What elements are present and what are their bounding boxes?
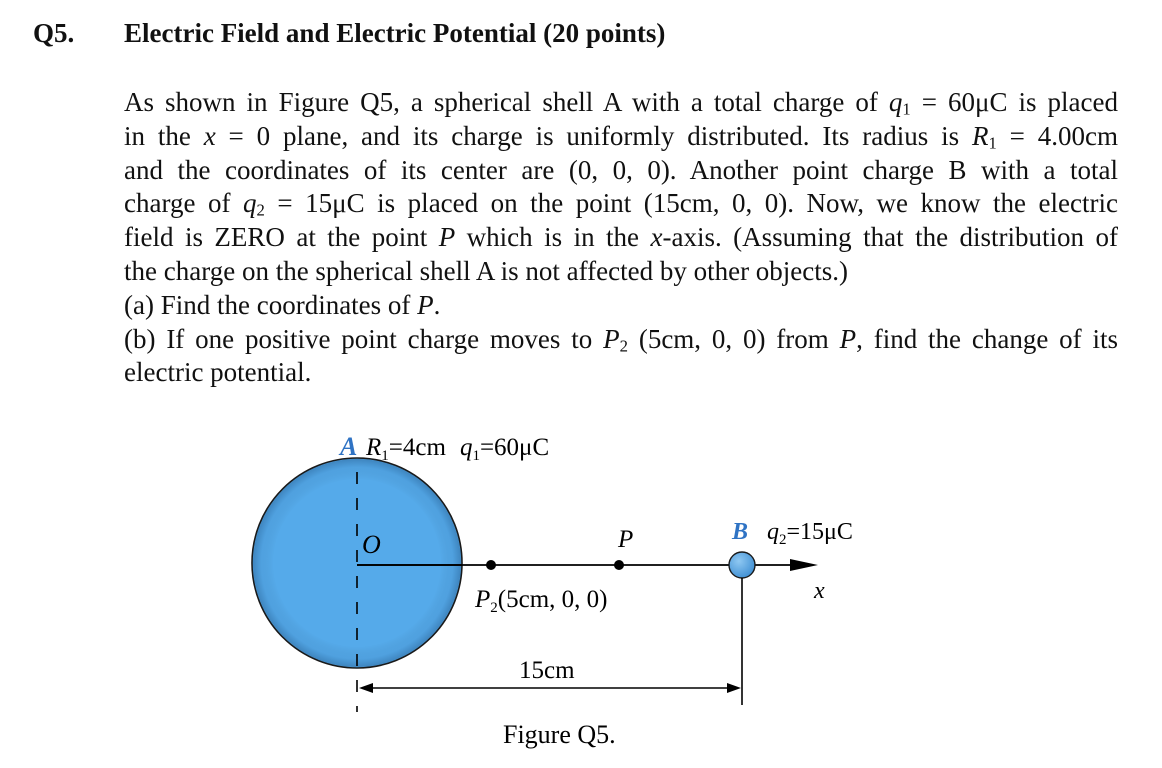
body-line-1: As shown in Figure Q5, a spherical shell A with a total charge of $q_1 = 60\mu C$ is placed xyxy=(124,87,1118,119)
charge-b-ball xyxy=(729,552,755,578)
body-line-8: (b) If one positive point charge moves to $P_2$ (5cm, 0, 0) from P, find the change of its xyxy=(124,323,1118,356)
label-x: x xyxy=(814,578,825,604)
body-line-4: charge of $q_2 = 15\mu C$ is placed on the point (15cm, 0, 0). Now, we know the electric xyxy=(124,188,1118,221)
body-line-3: and the coordinates of its center are (0, 0, 0). Another point charge B with a total xyxy=(124,154,1118,185)
label-p2: $P_2(5cm$, 0, 0) xyxy=(475,586,608,616)
body-line-7: (a) Find the coordinates of P. xyxy=(124,289,441,320)
body-line-9: electric potential. xyxy=(124,357,312,388)
x-axis-arrowhead xyxy=(790,559,818,571)
body-line-5: field is ZERO at the point P which is in the x-axis. (Assuming that the distribution of xyxy=(124,222,1118,253)
dimension-label: 15cm xyxy=(519,657,575,684)
question-title: Electric Field and Electric Potential (20 points) xyxy=(124,18,666,48)
dimension-arrow-left xyxy=(359,683,373,693)
label-p: P xyxy=(618,526,634,553)
question-number: Q5. xyxy=(33,18,75,48)
body-line-6: the charge on the spherical shell A is not affected by other objects.) xyxy=(124,255,849,286)
body-line-2: in the x = 0 plane, and its charge is uniformly distributed. Its radius is $R_1 = 4.00cm$ xyxy=(124,120,1118,153)
point-p2-dot xyxy=(486,560,496,570)
figure-caption: Figure Q5. xyxy=(503,720,616,749)
label-b: B xyxy=(732,519,749,545)
label-o: O xyxy=(362,530,381,559)
dimension-arrow-right xyxy=(727,683,741,693)
point-p-dot xyxy=(614,560,624,570)
label-q2: $q_2=15\mu C$ xyxy=(767,519,853,548)
label-a: A xyxy=(340,432,358,461)
label-r1-q1: $R_1=4cm$ $q_1=60\mu C$ xyxy=(366,434,550,464)
